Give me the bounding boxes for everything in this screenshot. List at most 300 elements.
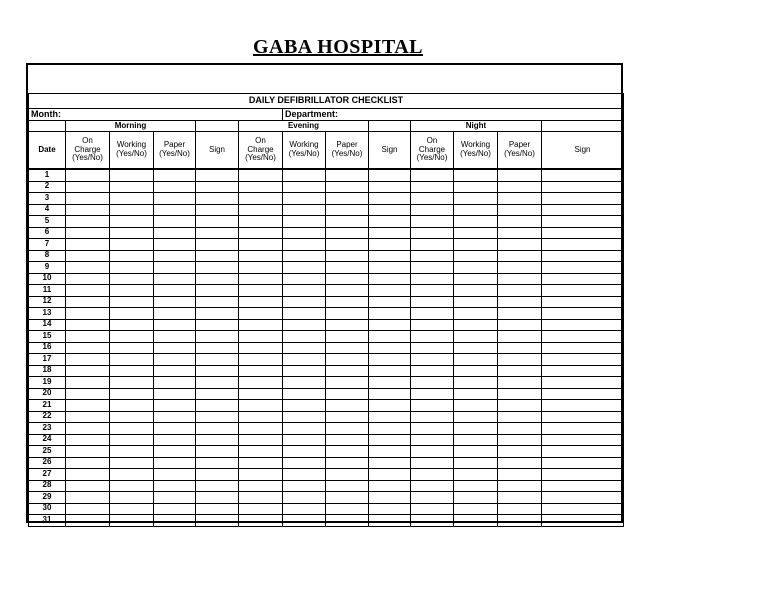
morning-on-charge-cell[interactable] [66, 423, 110, 435]
night-on-charge-cell[interactable] [411, 503, 454, 515]
morning-working-cell[interactable] [110, 457, 154, 469]
morning-on-charge-cell[interactable] [66, 296, 110, 308]
night-sign-cell[interactable] [542, 400, 624, 412]
evening-working-cell[interactable] [283, 434, 326, 446]
night-paper-cell[interactable] [498, 446, 542, 458]
evening-paper-cell[interactable] [326, 423, 369, 435]
morning-on-charge-cell[interactable] [66, 319, 110, 331]
night-sign-cell[interactable] [542, 377, 624, 389]
night-working-cell[interactable] [454, 273, 498, 285]
night-on-charge-cell[interactable] [411, 423, 454, 435]
morning-on-charge-cell[interactable] [66, 515, 110, 527]
evening-working-cell[interactable] [283, 319, 326, 331]
night-working-cell[interactable] [454, 296, 498, 308]
evening-sign-cell[interactable] [369, 503, 411, 515]
evening-paper-cell[interactable] [326, 308, 369, 320]
evening-sign-cell[interactable] [369, 285, 411, 297]
evening-working-cell[interactable] [283, 457, 326, 469]
evening-sign-cell[interactable] [369, 469, 411, 481]
night-on-charge-cell[interactable] [411, 308, 454, 320]
night-sign-cell[interactable] [542, 331, 624, 343]
evening-paper-cell[interactable] [326, 239, 369, 251]
evening-on-charge-cell[interactable] [239, 227, 283, 239]
night-working-cell[interactable] [454, 169, 498, 181]
evening-sign-cell[interactable] [369, 262, 411, 274]
morning-on-charge-cell[interactable] [66, 331, 110, 343]
night-paper-cell[interactable] [498, 262, 542, 274]
morning-on-charge-cell[interactable] [66, 503, 110, 515]
morning-on-charge-cell[interactable] [66, 492, 110, 504]
evening-sign-cell[interactable] [369, 515, 411, 527]
morning-working-cell[interactable] [110, 411, 154, 423]
evening-sign-cell[interactable] [369, 388, 411, 400]
evening-on-charge-cell[interactable] [239, 492, 283, 504]
morning-on-charge-cell[interactable] [66, 262, 110, 274]
evening-sign-cell[interactable] [369, 434, 411, 446]
night-paper-cell[interactable] [498, 354, 542, 366]
morning-paper-cell[interactable] [154, 480, 196, 492]
morning-on-charge-cell[interactable] [66, 285, 110, 297]
night-on-charge-cell[interactable] [411, 239, 454, 251]
evening-paper-cell[interactable] [326, 377, 369, 389]
morning-paper-cell[interactable] [154, 388, 196, 400]
morning-sign-cell[interactable] [196, 193, 239, 205]
evening-sign-cell[interactable] [369, 446, 411, 458]
evening-working-cell[interactable] [283, 204, 326, 216]
evening-working-cell[interactable] [283, 227, 326, 239]
night-on-charge-cell[interactable] [411, 365, 454, 377]
morning-working-cell[interactable] [110, 181, 154, 193]
morning-paper-cell[interactable] [154, 354, 196, 366]
evening-on-charge-cell[interactable] [239, 169, 283, 181]
night-on-charge-cell[interactable] [411, 342, 454, 354]
evening-working-cell[interactable] [283, 492, 326, 504]
night-sign-cell[interactable] [542, 388, 624, 400]
night-on-charge-cell[interactable] [411, 250, 454, 262]
night-working-cell[interactable] [454, 262, 498, 274]
night-on-charge-cell[interactable] [411, 400, 454, 412]
night-paper-cell[interactable] [498, 492, 542, 504]
evening-paper-cell[interactable] [326, 411, 369, 423]
morning-sign-cell[interactable] [196, 285, 239, 297]
evening-on-charge-cell[interactable] [239, 331, 283, 343]
morning-working-cell[interactable] [110, 239, 154, 251]
evening-sign-cell[interactable] [369, 239, 411, 251]
morning-working-cell[interactable] [110, 216, 154, 228]
evening-working-cell[interactable] [283, 377, 326, 389]
evening-working-cell[interactable] [283, 388, 326, 400]
night-sign-cell[interactable] [542, 319, 624, 331]
morning-sign-cell[interactable] [196, 331, 239, 343]
evening-on-charge-cell[interactable] [239, 250, 283, 262]
evening-on-charge-cell[interactable] [239, 285, 283, 297]
evening-paper-cell[interactable] [326, 434, 369, 446]
night-on-charge-cell[interactable] [411, 354, 454, 366]
morning-paper-cell[interactable] [154, 434, 196, 446]
night-sign-cell[interactable] [542, 446, 624, 458]
night-paper-cell[interactable] [498, 457, 542, 469]
morning-sign-cell[interactable] [196, 469, 239, 481]
morning-working-cell[interactable] [110, 446, 154, 458]
evening-sign-cell[interactable] [369, 400, 411, 412]
evening-paper-cell[interactable] [326, 285, 369, 297]
morning-on-charge-cell[interactable] [66, 480, 110, 492]
morning-on-charge-cell[interactable] [66, 469, 110, 481]
evening-paper-cell[interactable] [326, 262, 369, 274]
night-on-charge-cell[interactable] [411, 446, 454, 458]
night-sign-cell[interactable] [542, 169, 624, 181]
night-paper-cell[interactable] [498, 169, 542, 181]
evening-on-charge-cell[interactable] [239, 400, 283, 412]
night-paper-cell[interactable] [498, 434, 542, 446]
morning-working-cell[interactable] [110, 469, 154, 481]
evening-paper-cell[interactable] [326, 273, 369, 285]
night-paper-cell[interactable] [498, 411, 542, 423]
evening-paper-cell[interactable] [326, 250, 369, 262]
morning-sign-cell[interactable] [196, 423, 239, 435]
night-paper-cell[interactable] [498, 342, 542, 354]
evening-paper-cell[interactable] [326, 446, 369, 458]
evening-sign-cell[interactable] [369, 377, 411, 389]
night-paper-cell[interactable] [498, 480, 542, 492]
night-sign-cell[interactable] [542, 262, 624, 274]
morning-working-cell[interactable] [110, 388, 154, 400]
morning-sign-cell[interactable] [196, 262, 239, 274]
morning-paper-cell[interactable] [154, 262, 196, 274]
night-working-cell[interactable] [454, 377, 498, 389]
morning-working-cell[interactable] [110, 169, 154, 181]
morning-sign-cell[interactable] [196, 319, 239, 331]
morning-paper-cell[interactable] [154, 319, 196, 331]
night-sign-cell[interactable] [542, 296, 624, 308]
morning-paper-cell[interactable] [154, 250, 196, 262]
morning-sign-cell[interactable] [196, 492, 239, 504]
night-working-cell[interactable] [454, 400, 498, 412]
morning-sign-cell[interactable] [196, 446, 239, 458]
evening-working-cell[interactable] [283, 469, 326, 481]
morning-paper-cell[interactable] [154, 216, 196, 228]
evening-working-cell[interactable] [283, 342, 326, 354]
morning-on-charge-cell[interactable] [66, 193, 110, 205]
night-working-cell[interactable] [454, 250, 498, 262]
night-sign-cell[interactable] [542, 273, 624, 285]
evening-working-cell[interactable] [283, 239, 326, 251]
morning-on-charge-cell[interactable] [66, 434, 110, 446]
evening-working-cell[interactable] [283, 285, 326, 297]
morning-working-cell[interactable] [110, 342, 154, 354]
night-working-cell[interactable] [454, 285, 498, 297]
night-on-charge-cell[interactable] [411, 469, 454, 481]
morning-sign-cell[interactable] [196, 250, 239, 262]
night-working-cell[interactable] [454, 457, 498, 469]
evening-paper-cell[interactable] [326, 469, 369, 481]
morning-paper-cell[interactable] [154, 365, 196, 377]
morning-paper-cell[interactable] [154, 377, 196, 389]
evening-sign-cell[interactable] [369, 331, 411, 343]
night-paper-cell[interactable] [498, 216, 542, 228]
night-paper-cell[interactable] [498, 285, 542, 297]
evening-paper-cell[interactable] [326, 515, 369, 527]
evening-working-cell[interactable] [283, 515, 326, 527]
night-sign-cell[interactable] [542, 492, 624, 504]
morning-on-charge-cell[interactable] [66, 377, 110, 389]
night-working-cell[interactable] [454, 181, 498, 193]
morning-working-cell[interactable] [110, 400, 154, 412]
morning-working-cell[interactable] [110, 285, 154, 297]
evening-working-cell[interactable] [283, 250, 326, 262]
night-working-cell[interactable] [454, 480, 498, 492]
morning-on-charge-cell[interactable] [66, 250, 110, 262]
evening-sign-cell[interactable] [369, 411, 411, 423]
night-paper-cell[interactable] [498, 377, 542, 389]
night-on-charge-cell[interactable] [411, 227, 454, 239]
evening-on-charge-cell[interactable] [239, 319, 283, 331]
evening-working-cell[interactable] [283, 423, 326, 435]
night-sign-cell[interactable] [542, 469, 624, 481]
night-paper-cell[interactable] [498, 388, 542, 400]
morning-on-charge-cell[interactable] [66, 273, 110, 285]
night-sign-cell[interactable] [542, 434, 624, 446]
evening-sign-cell[interactable] [369, 457, 411, 469]
evening-on-charge-cell[interactable] [239, 308, 283, 320]
night-sign-cell[interactable] [542, 365, 624, 377]
morning-paper-cell[interactable] [154, 342, 196, 354]
evening-on-charge-cell[interactable] [239, 262, 283, 274]
morning-on-charge-cell[interactable] [66, 457, 110, 469]
night-on-charge-cell[interactable] [411, 492, 454, 504]
evening-sign-cell[interactable] [369, 319, 411, 331]
evening-paper-cell[interactable] [326, 503, 369, 515]
morning-working-cell[interactable] [110, 365, 154, 377]
evening-on-charge-cell[interactable] [239, 273, 283, 285]
night-on-charge-cell[interactable] [411, 331, 454, 343]
evening-working-cell[interactable] [283, 308, 326, 320]
morning-working-cell[interactable] [110, 262, 154, 274]
night-working-cell[interactable] [454, 227, 498, 239]
evening-on-charge-cell[interactable] [239, 388, 283, 400]
evening-working-cell[interactable] [283, 193, 326, 205]
night-paper-cell[interactable] [498, 250, 542, 262]
night-paper-cell[interactable] [498, 227, 542, 239]
night-sign-cell[interactable] [542, 204, 624, 216]
night-paper-cell[interactable] [498, 469, 542, 481]
night-paper-cell[interactable] [498, 319, 542, 331]
evening-paper-cell[interactable] [326, 204, 369, 216]
evening-on-charge-cell[interactable] [239, 503, 283, 515]
evening-on-charge-cell[interactable] [239, 365, 283, 377]
evening-paper-cell[interactable] [326, 388, 369, 400]
morning-on-charge-cell[interactable] [66, 388, 110, 400]
evening-sign-cell[interactable] [369, 181, 411, 193]
night-paper-cell[interactable] [498, 193, 542, 205]
night-working-cell[interactable] [454, 216, 498, 228]
morning-sign-cell[interactable] [196, 239, 239, 251]
evening-working-cell[interactable] [283, 411, 326, 423]
evening-working-cell[interactable] [283, 446, 326, 458]
evening-on-charge-cell[interactable] [239, 469, 283, 481]
morning-on-charge-cell[interactable] [66, 365, 110, 377]
morning-working-cell[interactable] [110, 492, 154, 504]
night-on-charge-cell[interactable] [411, 296, 454, 308]
night-sign-cell[interactable] [542, 308, 624, 320]
morning-working-cell[interactable] [110, 193, 154, 205]
evening-sign-cell[interactable] [369, 296, 411, 308]
night-working-cell[interactable] [454, 308, 498, 320]
evening-on-charge-cell[interactable] [239, 434, 283, 446]
morning-sign-cell[interactable] [196, 204, 239, 216]
evening-sign-cell[interactable] [369, 216, 411, 228]
night-on-charge-cell[interactable] [411, 204, 454, 216]
evening-on-charge-cell[interactable] [239, 193, 283, 205]
morning-paper-cell[interactable] [154, 515, 196, 527]
night-sign-cell[interactable] [542, 503, 624, 515]
night-working-cell[interactable] [454, 388, 498, 400]
night-paper-cell[interactable] [498, 331, 542, 343]
morning-working-cell[interactable] [110, 480, 154, 492]
morning-paper-cell[interactable] [154, 285, 196, 297]
morning-sign-cell[interactable] [196, 434, 239, 446]
morning-paper-cell[interactable] [154, 204, 196, 216]
morning-paper-cell[interactable] [154, 239, 196, 251]
night-on-charge-cell[interactable] [411, 169, 454, 181]
evening-paper-cell[interactable] [326, 319, 369, 331]
morning-on-charge-cell[interactable] [66, 411, 110, 423]
morning-working-cell[interactable] [110, 515, 154, 527]
night-working-cell[interactable] [454, 319, 498, 331]
evening-on-charge-cell[interactable] [239, 354, 283, 366]
night-working-cell[interactable] [454, 204, 498, 216]
morning-sign-cell[interactable] [196, 377, 239, 389]
morning-on-charge-cell[interactable] [66, 446, 110, 458]
evening-paper-cell[interactable] [326, 296, 369, 308]
night-sign-cell[interactable] [542, 285, 624, 297]
morning-paper-cell[interactable] [154, 423, 196, 435]
night-on-charge-cell[interactable] [411, 285, 454, 297]
morning-on-charge-cell[interactable] [66, 181, 110, 193]
evening-on-charge-cell[interactable] [239, 204, 283, 216]
evening-sign-cell[interactable] [369, 354, 411, 366]
morning-sign-cell[interactable] [196, 308, 239, 320]
morning-working-cell[interactable] [110, 296, 154, 308]
evening-working-cell[interactable] [283, 503, 326, 515]
night-on-charge-cell[interactable] [411, 515, 454, 527]
morning-sign-cell[interactable] [196, 515, 239, 527]
night-sign-cell[interactable] [542, 227, 624, 239]
evening-paper-cell[interactable] [326, 216, 369, 228]
morning-working-cell[interactable] [110, 503, 154, 515]
evening-working-cell[interactable] [283, 296, 326, 308]
evening-working-cell[interactable] [283, 216, 326, 228]
evening-sign-cell[interactable] [369, 480, 411, 492]
night-paper-cell[interactable] [498, 181, 542, 193]
night-on-charge-cell[interactable] [411, 388, 454, 400]
evening-on-charge-cell[interactable] [239, 239, 283, 251]
morning-on-charge-cell[interactable] [66, 239, 110, 251]
morning-paper-cell[interactable] [154, 469, 196, 481]
evening-paper-cell[interactable] [326, 331, 369, 343]
night-working-cell[interactable] [454, 492, 498, 504]
night-paper-cell[interactable] [498, 204, 542, 216]
morning-working-cell[interactable] [110, 273, 154, 285]
morning-on-charge-cell[interactable] [66, 227, 110, 239]
morning-paper-cell[interactable] [154, 411, 196, 423]
night-on-charge-cell[interactable] [411, 377, 454, 389]
morning-paper-cell[interactable] [154, 308, 196, 320]
evening-sign-cell[interactable] [369, 193, 411, 205]
evening-paper-cell[interactable] [326, 400, 369, 412]
morning-paper-cell[interactable] [154, 273, 196, 285]
night-paper-cell[interactable] [498, 400, 542, 412]
morning-paper-cell[interactable] [154, 193, 196, 205]
morning-working-cell[interactable] [110, 227, 154, 239]
morning-paper-cell[interactable] [154, 400, 196, 412]
evening-sign-cell[interactable] [369, 342, 411, 354]
evening-on-charge-cell[interactable] [239, 216, 283, 228]
morning-sign-cell[interactable] [196, 296, 239, 308]
night-on-charge-cell[interactable] [411, 480, 454, 492]
evening-paper-cell[interactable] [326, 365, 369, 377]
morning-on-charge-cell[interactable] [66, 354, 110, 366]
morning-sign-cell[interactable] [196, 216, 239, 228]
night-working-cell[interactable] [454, 434, 498, 446]
morning-paper-cell[interactable] [154, 181, 196, 193]
night-on-charge-cell[interactable] [411, 434, 454, 446]
morning-paper-cell[interactable] [154, 503, 196, 515]
night-paper-cell[interactable] [498, 239, 542, 251]
morning-on-charge-cell[interactable] [66, 342, 110, 354]
night-on-charge-cell[interactable] [411, 181, 454, 193]
night-on-charge-cell[interactable] [411, 411, 454, 423]
morning-sign-cell[interactable] [196, 169, 239, 181]
night-working-cell[interactable] [454, 515, 498, 527]
night-working-cell[interactable] [454, 446, 498, 458]
evening-on-charge-cell[interactable] [239, 446, 283, 458]
evening-paper-cell[interactable] [326, 354, 369, 366]
night-paper-cell[interactable] [498, 503, 542, 515]
night-sign-cell[interactable] [542, 342, 624, 354]
evening-on-charge-cell[interactable] [239, 342, 283, 354]
evening-paper-cell[interactable] [326, 193, 369, 205]
morning-on-charge-cell[interactable] [66, 169, 110, 181]
night-on-charge-cell[interactable] [411, 216, 454, 228]
morning-sign-cell[interactable] [196, 457, 239, 469]
evening-on-charge-cell[interactable] [239, 457, 283, 469]
evening-sign-cell[interactable] [369, 423, 411, 435]
night-sign-cell[interactable] [542, 515, 624, 527]
night-sign-cell[interactable] [542, 250, 624, 262]
evening-sign-cell[interactable] [369, 365, 411, 377]
morning-sign-cell[interactable] [196, 400, 239, 412]
morning-working-cell[interactable] [110, 377, 154, 389]
morning-paper-cell[interactable] [154, 457, 196, 469]
evening-working-cell[interactable] [283, 331, 326, 343]
morning-paper-cell[interactable] [154, 227, 196, 239]
evening-sign-cell[interactable] [369, 169, 411, 181]
night-working-cell[interactable] [454, 342, 498, 354]
night-working-cell[interactable] [454, 239, 498, 251]
evening-working-cell[interactable] [283, 273, 326, 285]
morning-working-cell[interactable] [110, 204, 154, 216]
morning-working-cell[interactable] [110, 331, 154, 343]
night-sign-cell[interactable] [542, 411, 624, 423]
morning-working-cell[interactable] [110, 354, 154, 366]
evening-paper-cell[interactable] [326, 169, 369, 181]
evening-working-cell[interactable] [283, 262, 326, 274]
night-sign-cell[interactable] [542, 193, 624, 205]
night-working-cell[interactable] [454, 423, 498, 435]
morning-sign-cell[interactable] [196, 181, 239, 193]
morning-working-cell[interactable] [110, 423, 154, 435]
